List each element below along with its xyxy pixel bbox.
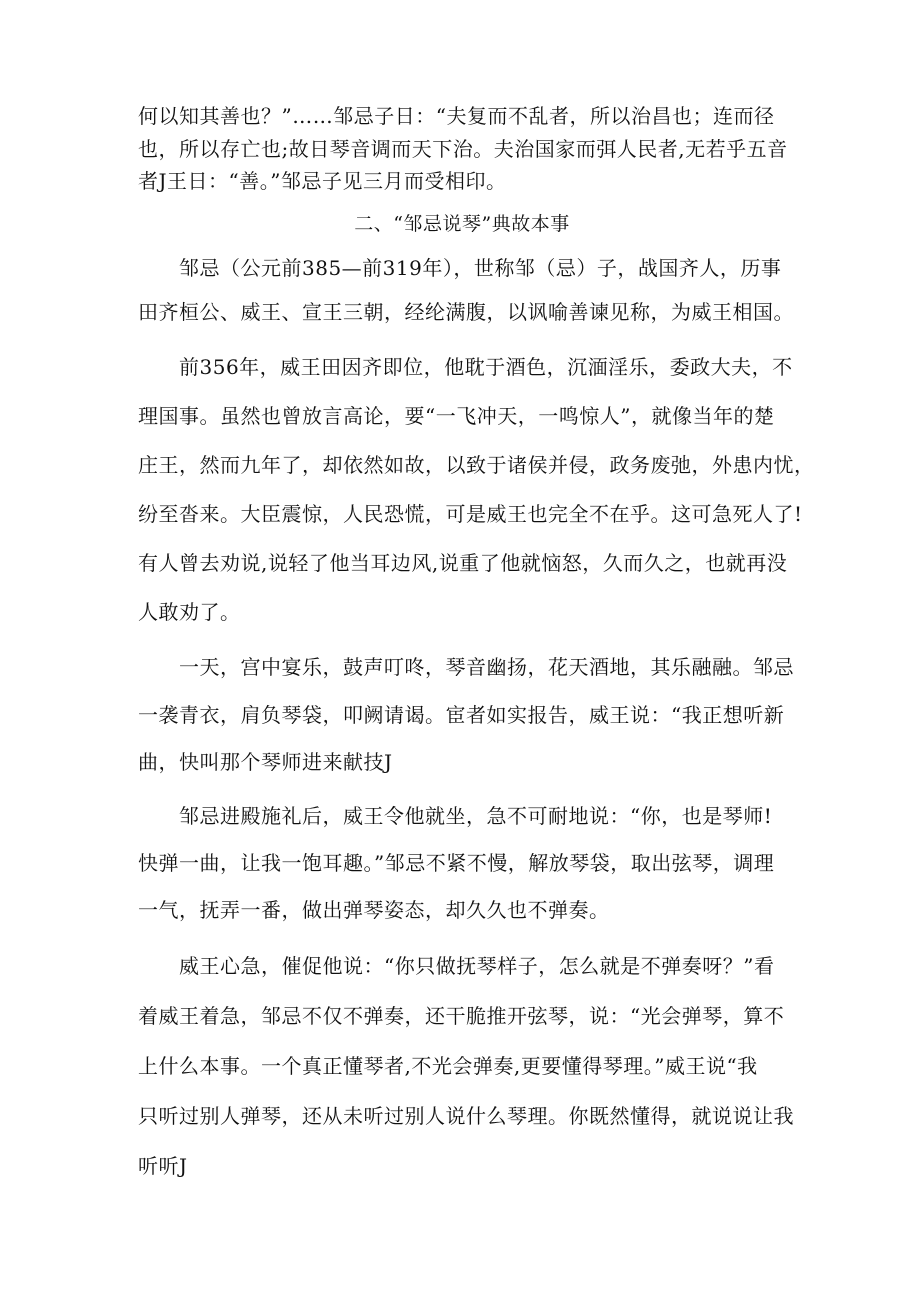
text-line: 曲，快叫那个琴师进来献技J xyxy=(138,750,393,774)
text-line: 上什么本事。一个真正懂琴者,不光会弹奏,更要懂得琴理。”威王说“我 xyxy=(138,1054,758,1078)
text-line: 邹忌（公元前385—前319年），世称邹（忌）子，战国齐人，历事 xyxy=(138,256,782,280)
text-line: 着威王着急，邹忌不仅不弹奏，还干脆推开弦琴，说：“光会弹琴，算不 xyxy=(138,1004,785,1028)
text-line: 邹忌进殿施礼后，威王令他就坐，急不可耐地说：“你，也是琴师! xyxy=(138,804,773,828)
text-line: 听听J xyxy=(138,1154,188,1178)
text-line: 只听过别人弹琴，还从未听过别人说什么琴理。你既然懂得，就说说让我 xyxy=(138,1104,794,1128)
text-line: 有人曾去劝说,说轻了他当耳边风,说重了他就恼怒，久而久之，也就再没 xyxy=(138,551,788,575)
text-line: 者J王日：“善。”邹忌子见三月而受相印。 xyxy=(138,169,507,193)
text-line: 何以知其善也？”……邹忌子日：“夫复而不乱者，所以治昌也；连而径 xyxy=(138,104,775,128)
text-line: 庄王，然而九年了，却依然如故，以致于诸侯并侵，政务废弛，外患内忧， xyxy=(138,453,815,477)
text-line: 田齐桓公、威王、宣王三朝，经纶满腹，以讽喻善谏见称，为威王相国。 xyxy=(138,300,794,324)
text-line: 一气，抚弄一番，做出弹琴姿态，却久久也不弹奏。 xyxy=(138,898,610,922)
text-line: 纷至沓来。大臣震惊，人民恐慌，可是威王也完全不在乎。这可急死人了! xyxy=(138,502,803,526)
text-line: 前356年，威王田因齐即位，他耽于酒色，沉湎淫乐，委政大夫，不 xyxy=(138,355,793,379)
text-line: 一袭青衣，肩负琴袋，叩阙请谒。宦者如实报告，威王说：“我正想听新 xyxy=(138,703,785,727)
text-line: 理国事。虽然也曾放言高论，要“一飞冲天，一鸣惊人”，就像当年的楚 xyxy=(138,404,775,428)
text-line: 一天，宫中宴乐，鼓声叮咚，琴音幽扬，花天酒地，其乐融融。邹忌 xyxy=(138,655,794,679)
text-line: 也，所以存亡也;故日琴音调而天下治。夫治国家而弭人民者,无若乎五音 xyxy=(138,137,788,161)
section-heading: 二、“邹忌说琴”典故本事 xyxy=(354,213,570,235)
text-line: 快弹一曲，让我一饱耳趣。”邹忌不紧不慢，解放琴袋，取出弦琴，调理 xyxy=(138,851,775,875)
text-line: 威王心急，催促他说：“你只做抚琴样子，怎么就是不弹奏呀？”看 xyxy=(138,954,775,978)
text-line: 人敢劝了。 xyxy=(138,600,241,624)
